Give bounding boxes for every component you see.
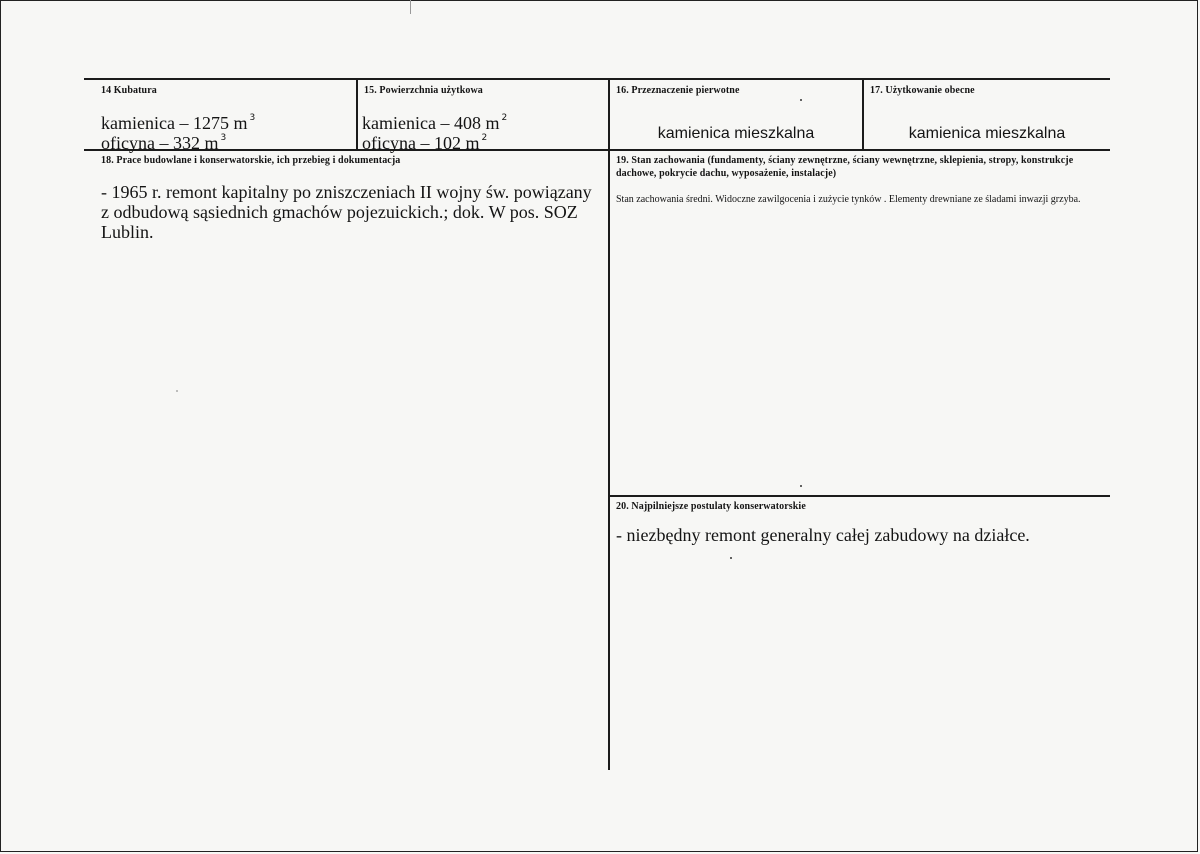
prace-header: 18. Prace budowlane i konserwatorskie, ich przebieg i dokumentacja: [101, 155, 401, 166]
powierzchnia-line-2-unit: 2: [481, 133, 488, 143]
column-divider-2: [608, 78, 610, 770]
powierzchnia-header: 15. Powierzchnia użytkowa: [364, 85, 483, 96]
kubatura-line-2-unit: 3: [220, 133, 227, 143]
kubatura-line-2: [101, 128, 226, 153]
kubatura-header: 14 Kubatura: [101, 85, 157, 96]
row-divider: [84, 149, 1110, 151]
scan-mark: [410, 0, 411, 14]
kubatura-line-2-text: oficyna – 332 m: [101, 133, 219, 153]
powierzchnia-line-2-text: oficyna – 102 m: [362, 133, 480, 153]
powierzchnia-line-2: [362, 128, 487, 153]
przeznaczenie-value: kamienica mieszkalna: [657, 125, 815, 142]
stan-value: Stan zachowania średni. Widoczne zawilgocenia i zużycie tynków . Elementy drewniane ze śladami inwazji grzyba.: [616, 194, 1081, 205]
scan-speck: [800, 485, 802, 487]
powierzchnia-line-1-unit: 2: [501, 113, 508, 123]
uzytkowanie-header: 17. Użytkowanie obecne: [870, 85, 975, 96]
top-rule: [84, 78, 1110, 80]
postulaty-header: 20. Najpilniejsze postulaty konserwatorskie: [616, 501, 806, 512]
kubatura-line-1-text: kamienica – 1275 m: [101, 113, 248, 133]
uzytkowanie-value: kamienica mieszkalna: [908, 125, 1066, 142]
column-divider-1: [356, 78, 358, 150]
section-divider: [608, 495, 1110, 497]
kubatura-line-1-unit: 3: [249, 113, 256, 123]
scan-speck: [176, 390, 178, 392]
scan-speck: [800, 99, 802, 101]
scan-speck: [730, 557, 732, 559]
prace-value: - 1965 r. remont kapitalny po zniszczeniach II wojny św. powiązany z odbudową sąsiednich gmachów pojezuickich.; dok. W pos. SOZ Lublin.: [101, 182, 592, 242]
powierzchnia-line-1-text: kamienica – 408 m: [362, 113, 500, 133]
przeznaczenie-header: 16. Przeznaczenie pierwotne: [616, 85, 740, 96]
postulaty-value: - niezbędny remont generalny całej zabudowy na działce.: [616, 525, 1030, 545]
stan-header: 19. Stan zachowania (fundamenty, ściany zewnętrzne, ściany wewnętrzne, sklepienia, stropy, konstrukcje dachowe, pokrycie dachu, wyposażenie, instalacje): [616, 155, 1074, 179]
